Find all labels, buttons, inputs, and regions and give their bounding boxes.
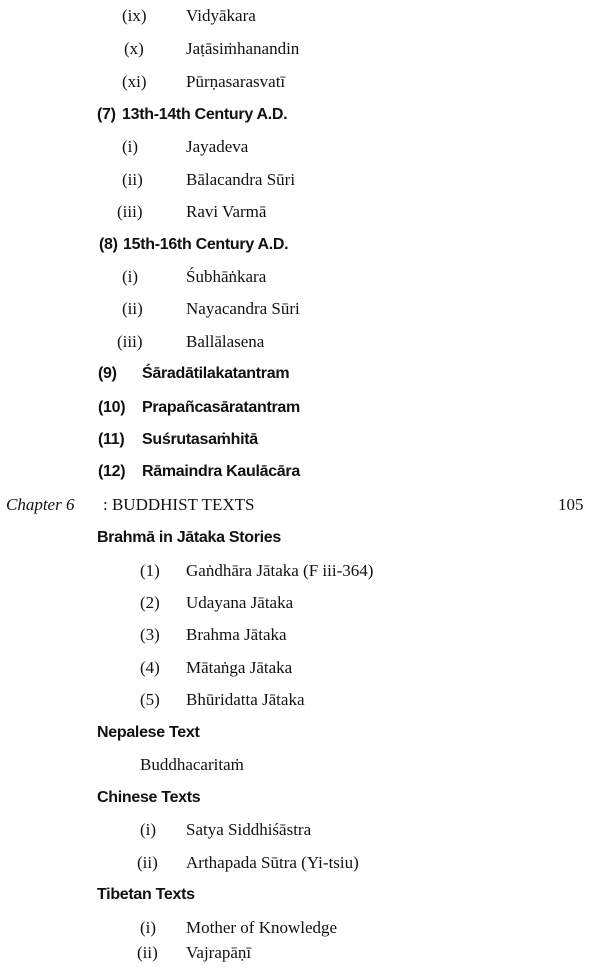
list-item: Vajrapāṇī [186, 943, 252, 962]
list-item: Nayacandra Sūri [186, 299, 300, 318]
list-item: Bhūridatta Jātaka [186, 690, 305, 709]
item-number: (iii) [117, 202, 143, 221]
page-number: 105 [558, 495, 584, 514]
list-item: Jayadeva [186, 137, 249, 156]
list-item: Śubhāṅkara [186, 267, 267, 286]
item-number: (3) [140, 625, 160, 644]
list-item: Pūrṇasarasvatī [186, 72, 286, 91]
item-number: (2) [140, 593, 160, 612]
list-item: Arthapada Sūtra (Yi-tsiu) [186, 853, 359, 872]
list-item: Udayana Jātaka [186, 593, 294, 612]
list-item: Ravi Varmā [186, 202, 267, 221]
section-heading: Śāradātilakatantram [142, 365, 290, 382]
item-number: (ii) [122, 170, 143, 189]
subsection-heading: Chinese Texts [97, 789, 201, 806]
list-item: Jaṭāsiṁhanandin [186, 39, 300, 58]
subsection-heading: Brahmā in Jātaka Stories [97, 529, 281, 546]
section-heading: 13th-14th Century A.D. [122, 106, 288, 123]
list-item: Ballālasena [186, 332, 265, 351]
section-heading: 15th-16th Century A.D. [123, 236, 289, 253]
item-number: (x) [124, 39, 144, 58]
subsection-heading: Nepalese Text [97, 724, 200, 741]
chapter-title: : BUDDHIST TEXTS [103, 495, 255, 514]
list-item: Gaṅdhāra Jātaka (F iii-364) [186, 561, 374, 580]
item-number: (iii) [117, 332, 143, 351]
list-item: Bālacandra Sūri [186, 170, 296, 189]
section-heading: Rāmaindra Kaulācāra [142, 463, 300, 480]
section-heading: Suśrutasaṁhitā [142, 431, 258, 448]
list-item: Buddhacaritaṁ [140, 755, 244, 774]
item-number: (xi) [122, 72, 147, 91]
item-number: (ii) [122, 299, 143, 318]
section-heading: Prapañcasāratantram [142, 399, 300, 416]
item-number: (i) [140, 918, 157, 937]
section-number: (11) [98, 431, 125, 448]
section-number: (10) [98, 399, 126, 416]
item-number: (i) [122, 267, 139, 286]
item-number: (ix) [122, 6, 147, 25]
section-number: (12) [98, 463, 126, 480]
item-number: (i) [122, 137, 139, 156]
section-number: (7) [97, 106, 116, 123]
item-number: (5) [140, 690, 160, 709]
subsection-heading: Tibetan Texts [97, 886, 195, 903]
section-number: (8) [99, 236, 118, 253]
item-number: (ii) [137, 943, 158, 962]
list-item: Mātaṅga Jātaka [186, 658, 293, 677]
chapter-label: Chapter 6 [6, 495, 75, 514]
list-item: Brahma Jātaka [186, 625, 287, 644]
item-number: (i) [140, 820, 157, 839]
item-number: (ii) [137, 853, 158, 872]
section-number: (9) [98, 365, 117, 382]
item-number: (1) [140, 561, 160, 580]
item-number: (4) [140, 658, 160, 677]
list-item: Mother of Knowledge [186, 918, 338, 937]
list-item: Vidyākara [186, 6, 256, 25]
list-item: Satya Siddhiśāstra [186, 820, 312, 839]
